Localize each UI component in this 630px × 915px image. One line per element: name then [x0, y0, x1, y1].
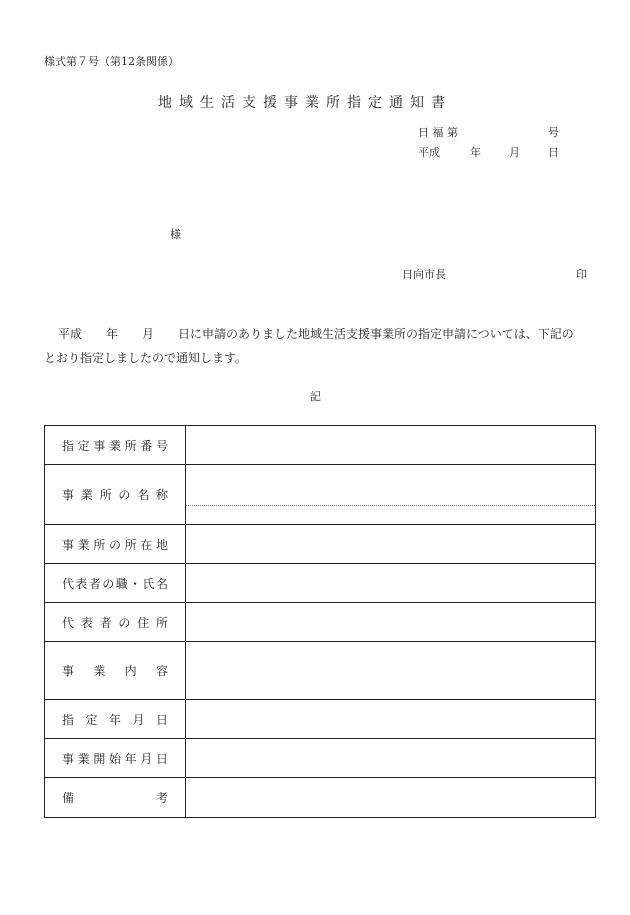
row-label: 指定事業所番号 [45, 426, 186, 465]
addressee-honorific: 様 [170, 228, 181, 241]
row-value-field[interactable] [186, 739, 596, 778]
date-day-label: 日 [548, 146, 559, 159]
row-value-field[interactable] [186, 642, 596, 700]
row-value-field[interactable] [186, 426, 596, 465]
body-line-2: とおり指定しましたので通知します。 [44, 351, 248, 365]
seal-mark: 印 [576, 268, 587, 281]
row-value-field[interactable] [186, 525, 596, 564]
table-row [45, 564, 596, 603]
date-year-label: 年 [470, 146, 481, 159]
form-number: 様式第７号（第12条関係） [44, 55, 179, 68]
table-row [45, 700, 596, 739]
reference-number-prefix: 日 福 第 [418, 126, 458, 139]
document-title: 地域生活支援事業所指定通知書 [158, 95, 452, 111]
row-value-field[interactable] [186, 603, 596, 642]
body-line-1: 平成 年 月 日に申請のありました地域生活支援事業所の指定申請については、下記の [58, 327, 574, 341]
name-cell-split [186, 484, 595, 506]
row-label: 備考 [45, 778, 186, 818]
designation-table [44, 425, 596, 818]
row-value-field[interactable] [186, 778, 596, 818]
table-row [45, 426, 596, 465]
row-value-field[interactable] [186, 564, 596, 603]
body-paragraph [44, 322, 594, 370]
row-label: 代表者の職・氏名 [45, 564, 186, 603]
note-heading: 記 [310, 390, 321, 403]
table-row [45, 465, 596, 525]
row-label: 事業所の所在地 [45, 525, 186, 564]
table-row [45, 642, 596, 700]
row-label: 事業所の名称 [45, 465, 186, 525]
issuer-name: 日向市長 [402, 268, 446, 281]
table-row [45, 778, 596, 818]
reference-number-suffix: 号 [548, 126, 559, 139]
table-row [45, 739, 596, 778]
row-label: 代表者の住所 [45, 603, 186, 642]
row-label: 事業開始年月日 [45, 739, 186, 778]
table-row [45, 603, 596, 642]
table-row [45, 525, 596, 564]
row-label: 事業内容 [45, 642, 186, 700]
date-era: 平成 [418, 146, 440, 159]
row-value-field[interactable] [186, 465, 596, 525]
row-value-field[interactable] [186, 700, 596, 739]
date-month-label: 月 [509, 146, 520, 159]
kana-line [186, 484, 595, 506]
row-label: 指定年月日 [45, 700, 186, 739]
